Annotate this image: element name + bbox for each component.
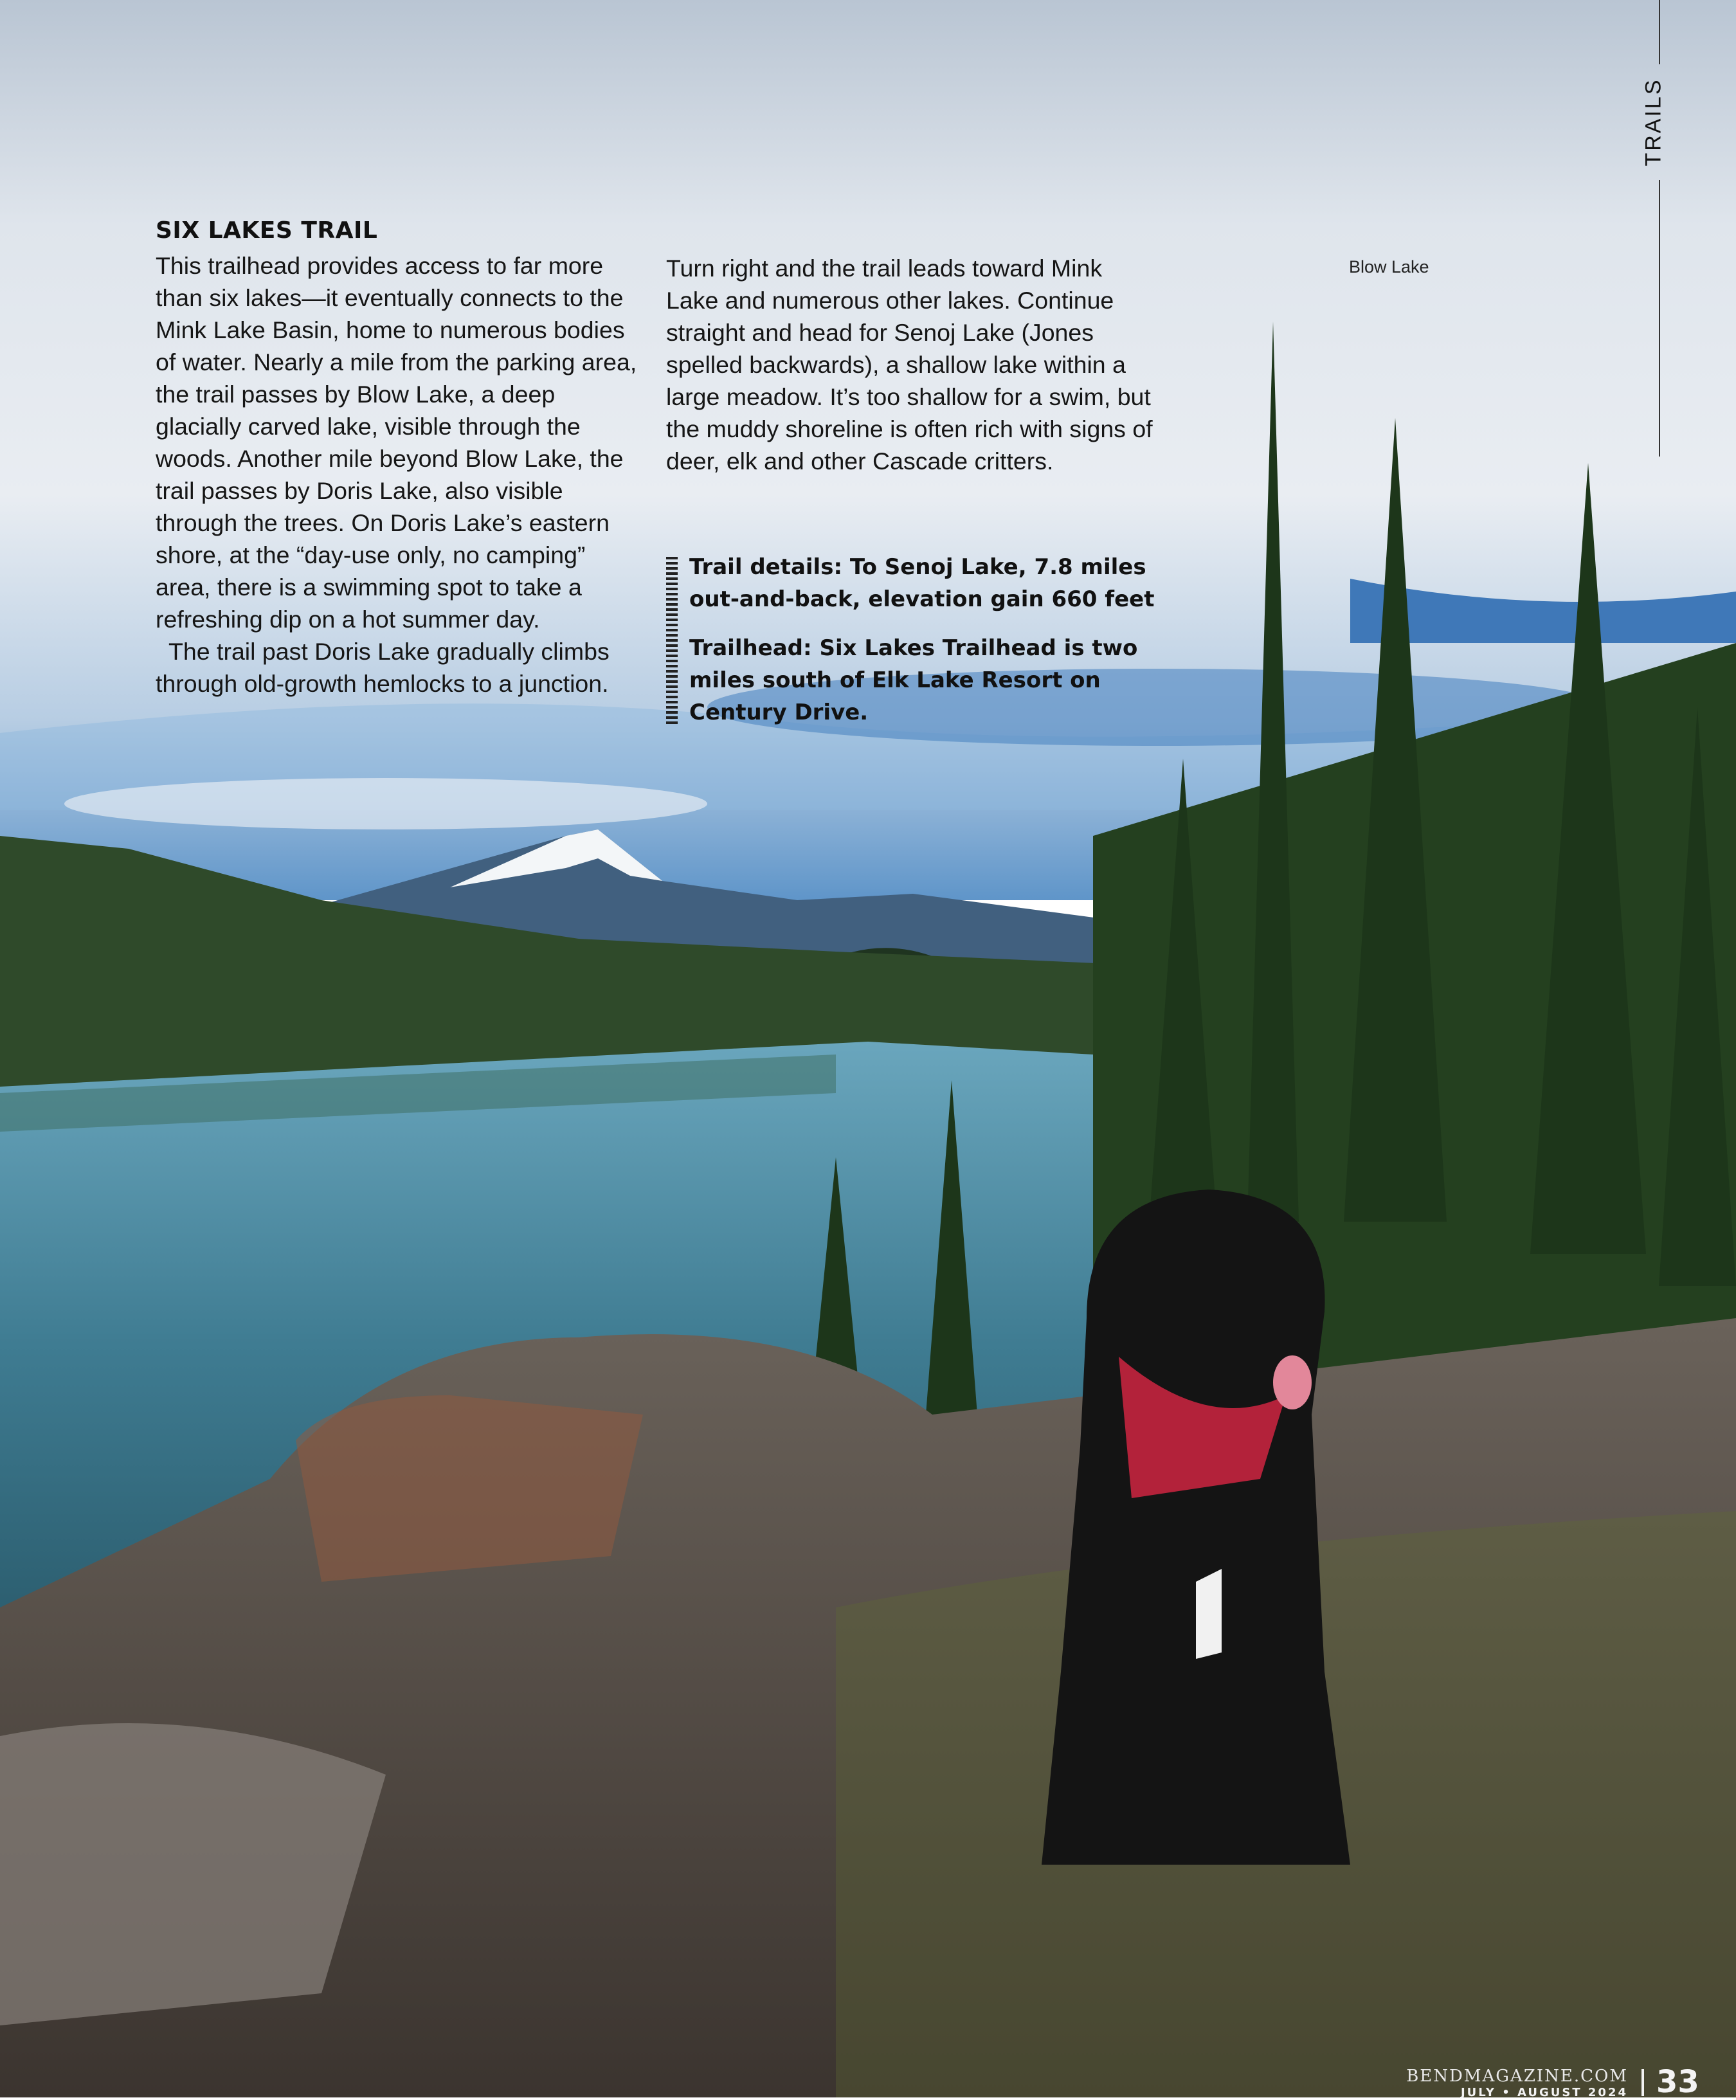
section-rule-bottom: [1659, 180, 1660, 457]
body-paragraph: This trailhead provides access to far more than six lakes—it eventually connects to the Mink Lake Basin, home to numerous bodies of water. Nearly a mile from the parking area, the trail passes by Blow Lake, a deep glacially carved lake, visible through the woods. Another mile beyond Blow Lake, the trail passes by Doris Lake, also visible through the trees. On Doris Lake’s eastern shore, at the “day-use only, no camping” area, there is a swimming spot to take a refreshing dip on a hot summer day.: [156, 252, 637, 633]
page-number: 33: [1656, 2064, 1699, 2100]
section-tag: [1641, 77, 1667, 167]
section-label: TRAILS: [1641, 78, 1666, 167]
trailhead-text: Trailhead: Six Lakes Trailhead is two miles south of Elk Lake Resort on Century Drive.: [689, 635, 1138, 725]
article-headline: SIX LAKES TRAIL: [156, 217, 378, 244]
section-rule-top: [1659, 0, 1660, 64]
trail-details-text: Trail details: To Senoj Lake, 7.8 miles out-and-back, elevation gain 660 feet: [689, 554, 1155, 612]
footer-divider: [1641, 2069, 1644, 2096]
body-paragraph: Turn right and the trail leads toward Mink Lake and numerous other lakes. Continue straight and head for Senoj Lake (Jones spelled backwards), a shallow lake within a large meadow. It’s too shallow for a swim, but the muddy shoreline is often rich with signs of deer, elk and other Cascade critters.: [666, 255, 1153, 475]
body-column-left: [156, 249, 644, 700]
trail-details-box: [666, 551, 1155, 745]
body-paragraph: The trail past Doris Lake gradually climbs through old-growth hemlocks to a junction.: [156, 638, 610, 697]
body-column-right: [666, 252, 1155, 477]
photo-caption: Blow Lake: [1349, 257, 1429, 276]
footer-website: BENDMAGAZINE.COM: [1406, 2067, 1628, 2086]
footer-issue-date: JULY • AUGUST 2024: [1460, 2086, 1628, 2099]
